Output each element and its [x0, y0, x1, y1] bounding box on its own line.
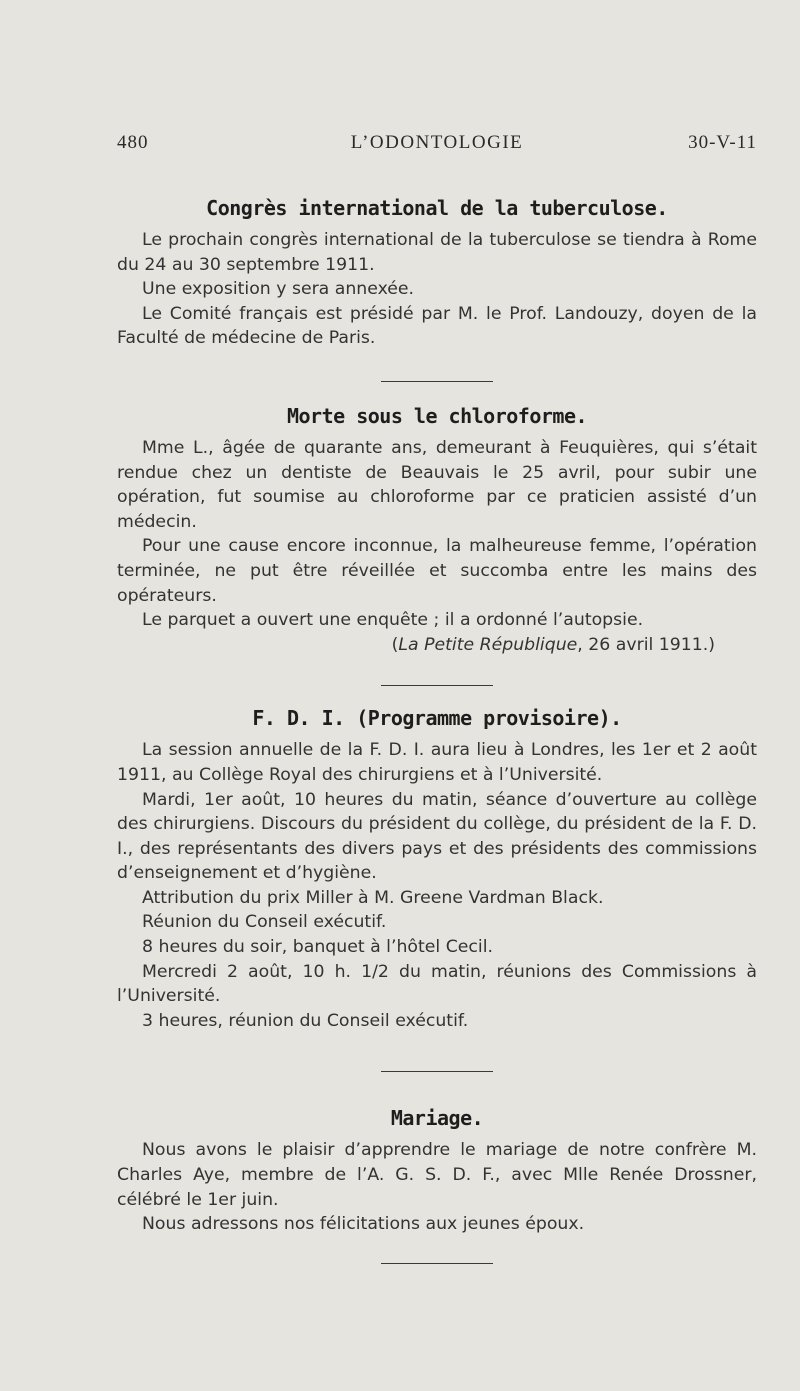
- section-mariage: [117, 1098, 757, 1236]
- section-title: Congrès international de la tuberculose.: [206, 196, 668, 220]
- source-date: , 26 avril 1911.): [577, 634, 715, 655]
- paragraph: 8 heures du soir, banquet à l’hôtel Cecil.: [142, 937, 493, 958]
- running-head: [117, 132, 757, 158]
- page-number: 480: [117, 132, 149, 153]
- paragraph: 3 heures, réunion du Conseil exécutif.: [142, 1010, 469, 1031]
- paragraph: Le parquet a ouvert une enquête ; il a ordonné l’autopsie.: [142, 610, 644, 631]
- source-title: La Petite République: [398, 634, 578, 655]
- paragraph: Mme L., âgée de quarante ans, demeurant à Feuquières, qui s’était rendue chez un dentiste de Beauvais le 25 avril, pour subir une opération, fut soumise au chloroforme par ce praticien assisté d’un médecin.: [117, 437, 757, 532]
- issue-date: 30-V-11: [688, 132, 757, 153]
- section-title: Mariage.: [390, 1106, 484, 1131]
- section-title: Morte sous le chloroforme.: [286, 403, 588, 428]
- section-divider: [381, 381, 493, 382]
- section-tuberculose: [117, 188, 757, 351]
- source-citation: (La Petite République, 26 avril 1911.): [391, 634, 715, 655]
- section-fdi: [117, 698, 757, 1033]
- paragraph: Nous avons le plaisir d’apprendre le mariage de notre confrère M. Charles Aye, membre de l’A. G. S. D. F., avec Mlle Renée Drossner, célébré le 1er juin.: [117, 1140, 757, 1210]
- paragraph: Nous adressons nos félicitations aux jeunes époux.: [142, 1214, 585, 1235]
- paragraph: Mardi, 1er août, 10 heures du matin, séance d’ouverture au collège des chirurgiens. Discours du président du collège, du président de la F. D. I., des représentants des divers pays et des présidents des commissions d’enseignement et d’hygiène.: [117, 789, 757, 884]
- paragraph: Mercredi 2 août, 10 h. 1/2 du matin, réunions des Commissions à l’Université.: [117, 961, 757, 1007]
- section-divider: [381, 1263, 493, 1264]
- section-divider: [381, 1071, 493, 1072]
- paragraph: La session annuelle de la F. D. I. aura lieu à Londres, les 1er et 2 août 1911, au Collège Royal des chirurgiens et à l’Université.: [117, 740, 757, 785]
- paragraph: Pour une cause encore inconnue, la malheureuse femme, l’opération terminée, ne put être réveillée et succomba entre les mains des opérateurs.: [117, 536, 757, 606]
- paragraph: Le prochain congrès international de la tuberculose se tiendra à Rome du 24 au 30 septembre 1911.: [117, 230, 757, 275]
- section-chloroforme: [117, 396, 757, 657]
- section-divider: [381, 685, 493, 686]
- paragraph: Le Comité français est présidé par M. le Prof. Landouzy, doyen de la Faculté de médecine de Paris.: [117, 303, 757, 349]
- paragraph: Réunion du Conseil exécutif.: [142, 912, 387, 933]
- paragraph: Attribution du prix Miller à M. Greene Vardman Black.: [142, 887, 604, 908]
- section-title: F. D. I. (Programme provisoire).: [252, 706, 622, 731]
- article-body: [117, 188, 757, 1264]
- paragraph: Une exposition y sera annexée.: [142, 279, 415, 300]
- journal-title: L’ODONTOLOGIE: [350, 132, 524, 153]
